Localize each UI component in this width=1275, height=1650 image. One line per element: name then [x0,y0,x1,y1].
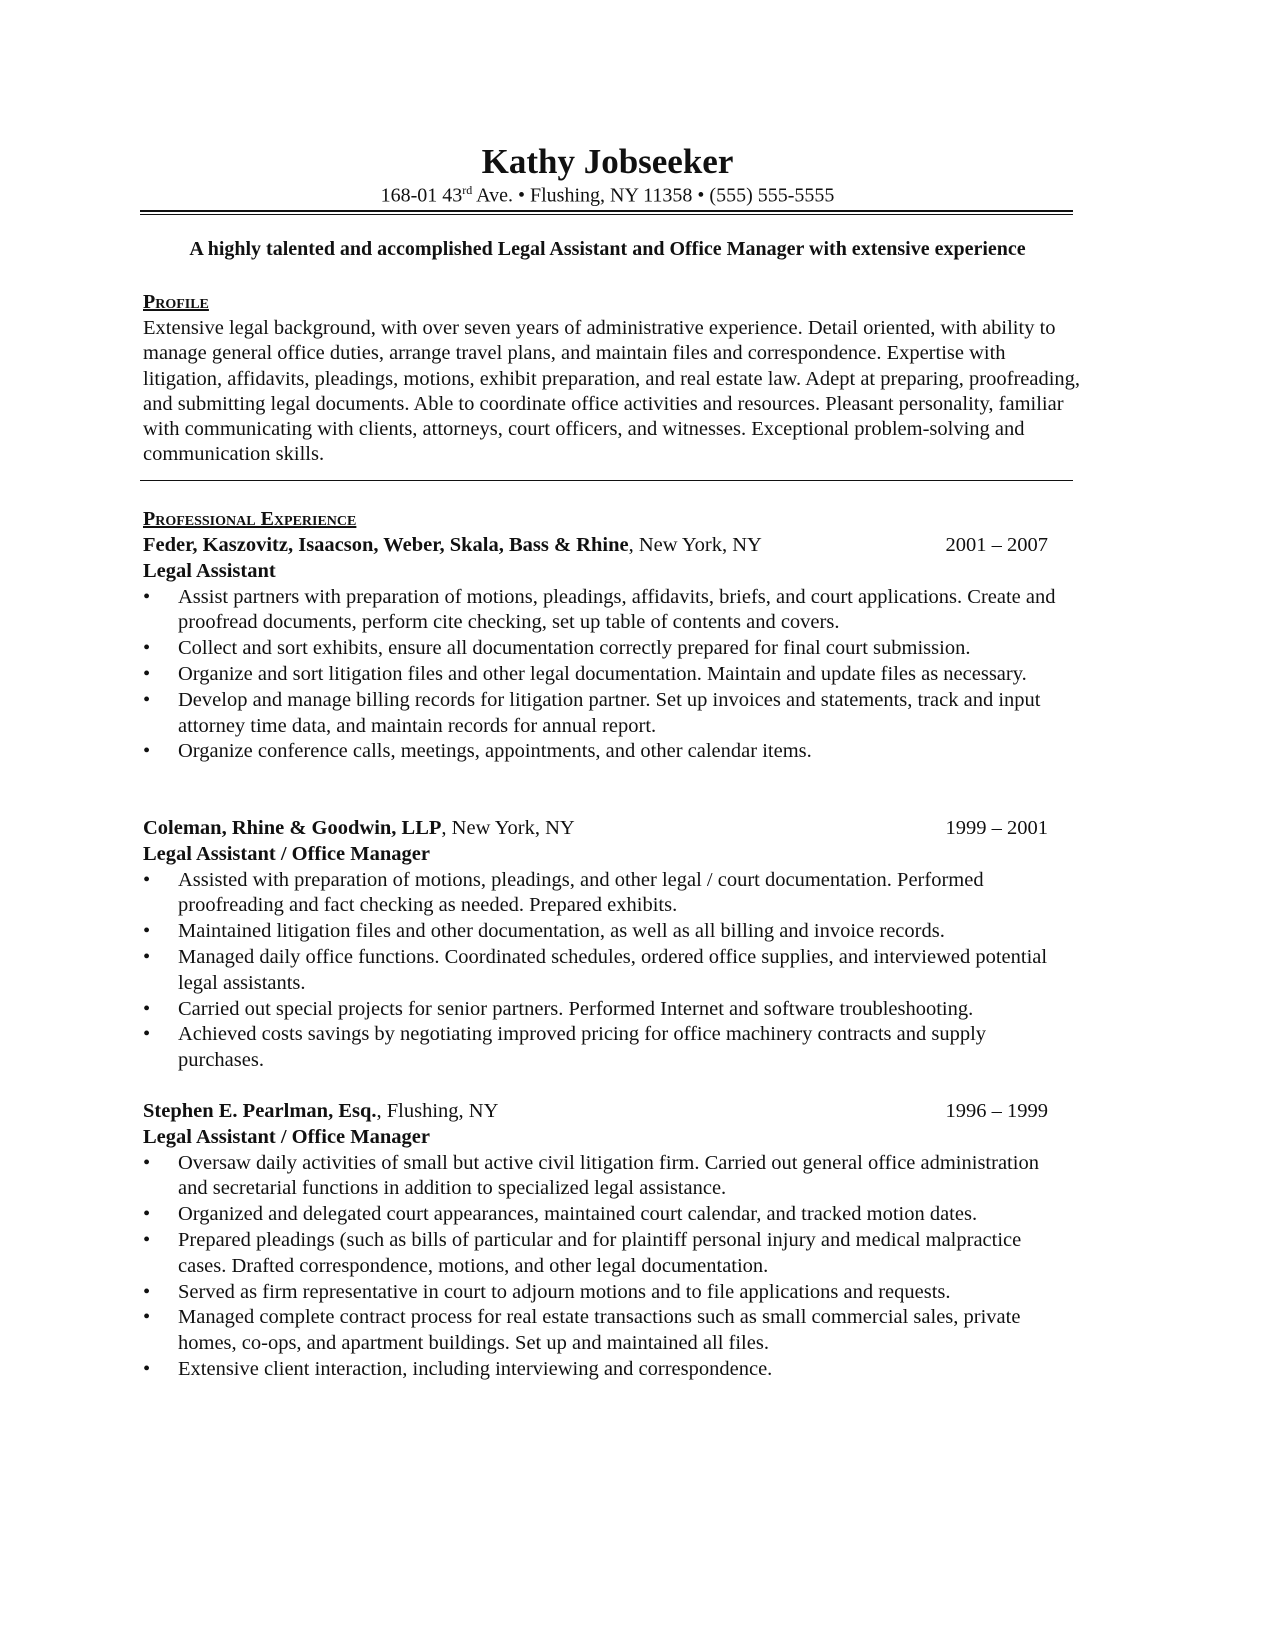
job-location: , New York, NY [628,534,762,556]
list-item [143,1280,1058,1306]
job-dates: 1999 – 2001 [945,817,1048,839]
list-item [143,1151,1058,1203]
candidate-name: Kathy Jobseeker [481,142,734,181]
duty-text: Organize conference calls, meetings, appointments, and other calendar items. [178,740,812,763]
list-item [143,688,1058,740]
bullet-icon: • [143,637,151,660]
duty-text: Collect and sort exhibits, ensure all documentation correctly prepared for final court submission. [178,637,971,660]
job-header [143,1099,1048,1125]
bullet-icon: • [143,740,151,763]
job-title: Legal Assistant / Office Manager [143,1125,430,1148]
contact-line [0,183,1215,208]
duty-text: Develop and manage billing records for litigation partner. Set up invoices and statements, track and input attorney time data, and maintain records for annual report. [178,688,1041,737]
list-item [143,1305,1058,1357]
duty-text: Oversaw daily activities of small but active civil litigation firm. Carried out general office administration and secretarial functions in addition to specialized legal assistance. [178,1151,1039,1200]
job-header [143,533,1048,559]
address-start: 168-01 43 [380,184,463,207]
job-location: , New York, NY [441,817,575,839]
list-item [143,1022,1058,1074]
duty-text: Assist partners with preparation of motions, pleadings, affidavits, briefs, and court applications. Create and proofread documents, perform cite checking, set up table of contents and covers. [178,585,1056,634]
job-header [143,816,1048,842]
list-item [143,1357,1058,1383]
address-sup: rd [462,183,473,197]
job-location: , Flushing, NY [376,1100,499,1122]
section-rule [140,480,1073,481]
duty-text: Served as firm representative in court to adjourn motions and to file applications and requests. [178,1280,951,1303]
duty-text: Managed daily office functions. Coordinated schedules, ordered office supplies, and interviewed potential legal assistants. [178,945,1048,994]
bullet-icon: • [143,1280,151,1303]
tagline: A highly talented and accomplished Legal Assistant and Office Manager with extensive experience [189,238,1026,260]
list-item [143,945,1058,997]
list-item [143,1202,1058,1228]
job-entry [143,816,1048,1074]
bullet-icon: • [143,688,151,711]
duty-text: Organized and delegated court appearances, maintained court calendar, and tracked motion dates. [178,1203,978,1226]
duty-text: Assisted with preparation of motions, pleadings, and other legal / court documentation. Performed proofreading and fact checking as needed. Prepared exhibits. [178,868,984,917]
duty-list [143,868,1048,1074]
list-item [143,997,1058,1023]
duty-text: Prepared pleadings (such as bills of particular and for plaintiff personal injury and medical malpractice cases. Drafted correspondence, motions, and other legal documentation. [178,1228,1022,1277]
bullet-icon: • [143,920,151,943]
bullet-icon: • [143,1306,151,1329]
duty-text: Extensive client interaction, including interviewing and correspondence. [178,1357,773,1380]
job-title: Legal Assistant [143,559,276,582]
profile-text: Extensive legal background, with over seven years of administrative experience. Detail oriented, with ability to manage general office duties, arrange travel plans, and maintain files and correspondence. Expertise with litigation, affidavits, pleadings, motions, exhibit preparation, and real estate law. Adept at preparing, proofreading, and submitting legal documents. Able to coordinate office activities and resources. Pleasant personality, familiar with communicating with clients, attorneys, court officers, and witnesses. Exceptional problem-solving and communication skills. [143,317,1081,466]
list-item [143,739,1058,765]
duty-list [143,585,1056,766]
bullet-icon: • [143,1203,151,1226]
job-title: Legal Assistant / Office Manager [143,842,430,865]
duty-text: Managed complete contract process for real estate transactions such as small commercial sales, private homes, co-ops, and apartment buildings. Set up and maintained all files. [178,1306,1021,1355]
bullet-icon: • [143,1023,151,1046]
experience-heading: Professional Experience [143,508,357,530]
duty-text: Maintained litigation files and other documentation, as well as all billing and invoice records. [178,920,945,943]
list-item [143,636,1058,662]
bullet-icon: • [143,585,151,608]
list-item [143,919,1058,945]
bullet-icon: • [143,945,151,968]
address-rest: Ave. • Flushing, NY 11358 • (555) 555-5555 [472,184,835,207]
employer: Feder, Kaszovitz, Isaacson, Weber, Skala, Bass & Rhine [143,534,629,556]
bullet-icon: • [143,997,151,1020]
bullet-icon: • [143,1228,151,1251]
bullet-icon: • [143,1357,151,1380]
list-item [143,662,1058,688]
job-entry [143,1099,1048,1383]
employer: Coleman, Rhine & Goodwin, LLP [143,817,442,839]
job-dates: 1996 – 1999 [945,1100,1048,1122]
duty-text: Carried out special projects for senior partners. Performed Internet and software troubleshooting. [178,997,974,1020]
duty-list [143,1151,1048,1383]
bullet-icon: • [143,1151,151,1174]
bullet-icon: • [143,868,151,891]
list-item [143,1228,1058,1280]
duty-text: Achieved costs savings by negotiating improved pricing for office machinery contracts and supply purchases. [178,1023,987,1072]
bullet-icon: • [143,662,151,685]
list-item [143,868,1058,920]
double-rule [140,210,1073,215]
list-item [143,585,1058,637]
profile-heading: Profile [143,291,209,313]
duty-text: Organize and sort litigation files and other legal documentation. Maintain and update files as necessary. [178,662,1027,685]
employer: Stephen E. Pearlman, Esq. [143,1100,377,1122]
job-dates: 2001 – 2007 [945,534,1048,556]
job-entry [143,533,1056,765]
